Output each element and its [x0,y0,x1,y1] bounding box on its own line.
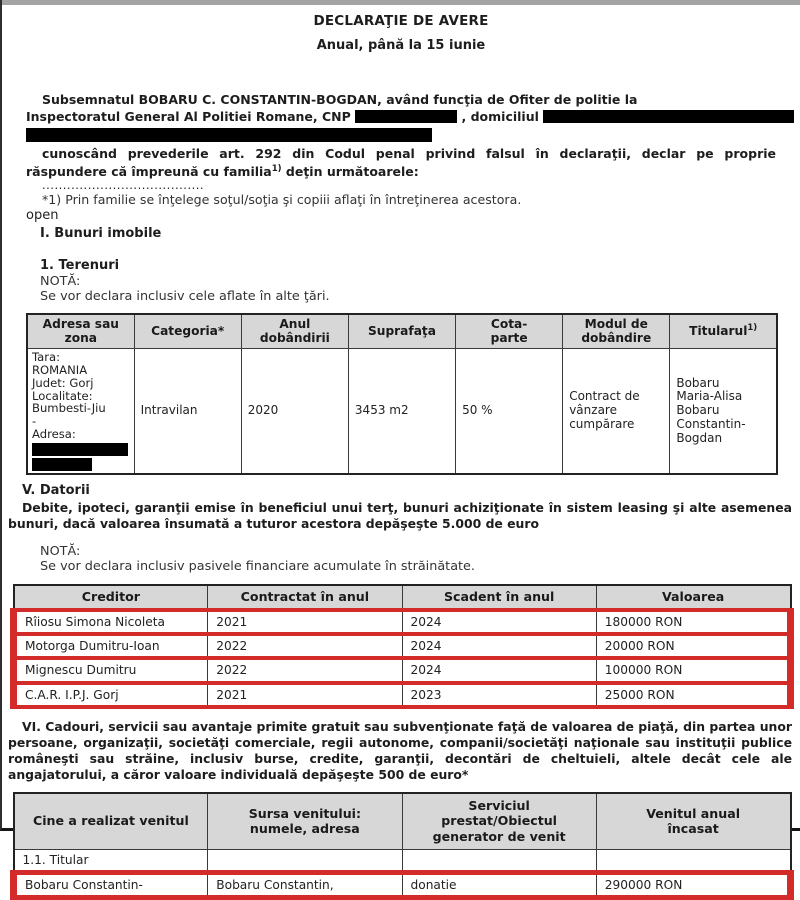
cell-scadent: 2024 [402,634,596,658]
cadouri-header-row [14,793,791,850]
empty-cell [208,849,402,872]
column-header-scadent: Scadent în anul [402,585,596,610]
datorii-nota-text: Se vor declara inclusiv pasivele financiare acumulate în străinătate. [40,559,476,575]
flagged-income-row [14,872,791,897]
declarant-line-2-domiciliu-text: , domiciliul [457,109,544,124]
cell-scadent: 2024 [402,658,596,682]
cell-anul: 2020 [241,349,348,474]
cell-creditor: Rîiosu Simona Nicoleta [14,610,208,634]
redaction-bar-domiciliu [543,110,794,123]
cadouri-intro-paragraph: VI. Cadouri, servicii sau avantaje primite gratuit sau subvenţionate faţă de valoarea de piaţă, din partea unor persoane, organizaţii, societăţi comerciale, regii autonome, companii/societăţi naţionale sau instituţii publice româneşti sau străine, inclusiv burse, credite, garanţii, decontări de cheltuieli, altele decât cele ale angajatorului, a căror valoare individuală depăşeşte 500 de euro* [8,718,792,783]
cell-realizator: Bobaru Constantin- [14,872,208,897]
section-heading-datorii: V. Datorii [22,482,90,498]
declarant-line-2-text: Inspectoratul General Al Politiei Romane, CNP [26,109,356,124]
flagged-debt-row [14,610,791,634]
terenuri-table [26,313,778,475]
cell-creditor: C.A.R. I.P.J. Gorj [14,683,208,707]
terenuri-header-row [27,314,777,349]
cell-titular: Bobaru Maria-Alisa Bobaru Constantin- Bogdan [670,349,777,474]
datorii-nota-label: NOTĂ: [40,544,81,560]
section-heading-bunuri-imobile: I. Bunuri imobile [40,226,162,242]
cell-creditor: Mignescu Dumitru [14,658,208,682]
cell-categoria: Intravilan [134,349,241,474]
column-header-sursa-venitului: Sursa venitului: numele, adresa [208,793,402,850]
column-header-suprafata: Suprafaţa [348,314,455,349]
column-header-contractat: Contractat în anul [208,585,402,610]
titularul-footnote-marker: 1) [747,323,758,334]
cell-scadent: 2023 [402,683,596,707]
cell-valoarea: 180000 RON [596,610,790,634]
cell-contractat: 2022 [208,658,402,682]
column-header-anul-dobandirii: Anul dobândirii [241,314,348,349]
cell-titular-label: 1.1. Titular [14,849,208,872]
datorii-header-row [14,585,791,610]
column-header-cine-a-realizat: Cine a realizat venitul [14,793,208,850]
titular-subsection-row [14,849,791,872]
cell-venit: 290000 RON [596,872,790,897]
redaction-bar-address [26,128,432,142]
dotted-separator: ....................................... [42,178,205,193]
column-header-cota-parte: Cota- parte [456,314,563,349]
empty-cell [402,849,596,872]
oath-footnote-marker: 1) [271,163,282,174]
redaction-bar-adresa-1 [32,443,128,456]
cell-valoarea: 20000 RON [596,634,790,658]
titularul-label: Titularul [689,324,748,339]
terenuri-nota-text: Se vor declara inclusiv cele aflate în alte ţări. [40,289,330,305]
cell-scadent: 2024 [402,610,596,634]
terenuri-nota-label: NOTĂ: [40,274,81,290]
cell-cota: 50 % [456,349,563,474]
flagged-debt-row [14,658,791,682]
column-header-categoria: Categoria* [134,314,241,349]
declarant-paragraph [26,92,794,142]
cadouri-table [10,792,794,900]
column-header-modul-dobandire: Modul de dobândire [563,314,670,349]
cell-adresa [27,349,134,474]
column-header-valoarea: Valoarea [596,585,790,610]
empty-cell [596,849,790,872]
declarant-line-1: Subsemnatul BOBARU C. CONSTANTIN-BOGDAN, având funcţia de Ofiter de politie la [42,92,638,107]
page-subtitle: Anual, până la 15 iunie [316,38,486,53]
cell-contractat: 2021 [208,610,402,634]
column-header-serviciul-prestat: Serviciul prestat/Obiectul generator de venit [402,793,596,850]
terenuri-data-row [27,349,777,474]
redaction-bar-cnp [355,110,457,123]
oath-paragraph [26,146,776,179]
cell-modul: Contract de vânzare cumpărare [563,349,670,474]
column-header-titularul [670,314,777,349]
column-header-creditor: Creditor [14,585,208,610]
cell-valoarea: 100000 RON [596,658,790,682]
cell-valoarea: 25000 RON [596,683,790,707]
cell-creditor: Motorga Dumitru-Ioan [14,634,208,658]
cell-serviciu: donatie [402,872,596,897]
cell-contractat: 2021 [208,683,402,707]
page-title: DECLARAŢIE DE AVERE [313,13,489,29]
redaction-bar-adresa-2 [32,458,92,471]
section-subheading-terenuri: 1. Terenuri [40,258,120,274]
cell-suprafata: 3453 m2 [348,349,455,474]
column-header-venitul-anual: Venitul anual încasat [596,793,790,850]
datorii-table [10,584,794,708]
datorii-intro-paragraph: Debite, ipoteci, garanţii emise în beneficiul unui terţ, bunuri achiziţionate în sistem leasing şi alte asemenea bunuri, dacă valoarea însumată a tuturor acestora depăşeşte 5.000 de euro [8,499,792,532]
window-top-bar [2,0,800,5]
oath-text-end: deţin următoarele: [281,163,419,179]
family-footnote: *1) Prin familie se înţelege soţul/soţia şi copiii aflaţi în întreţinerea acestora. [42,192,522,208]
cell-contractat: 2022 [208,634,402,658]
column-header-adresa: Adresa sau zona [27,314,134,349]
oath-text: cunoscând prevederile art. 292 din Codul penal privind falsul în declaraţii, declar pe proprie răspundere că împreună cu familia [26,146,776,179]
flagged-debt-row [14,634,791,658]
adresa-text: Tara: ROMANIA Judet: Gorj Localitate: Bumbesti-Jiu - Adresa: [32,350,106,441]
stray-open-text: open [26,208,59,224]
declarant-line-2 [26,108,794,125]
flagged-debt-row [14,683,791,707]
cell-sursa: Bobaru Constantin, [208,872,402,897]
